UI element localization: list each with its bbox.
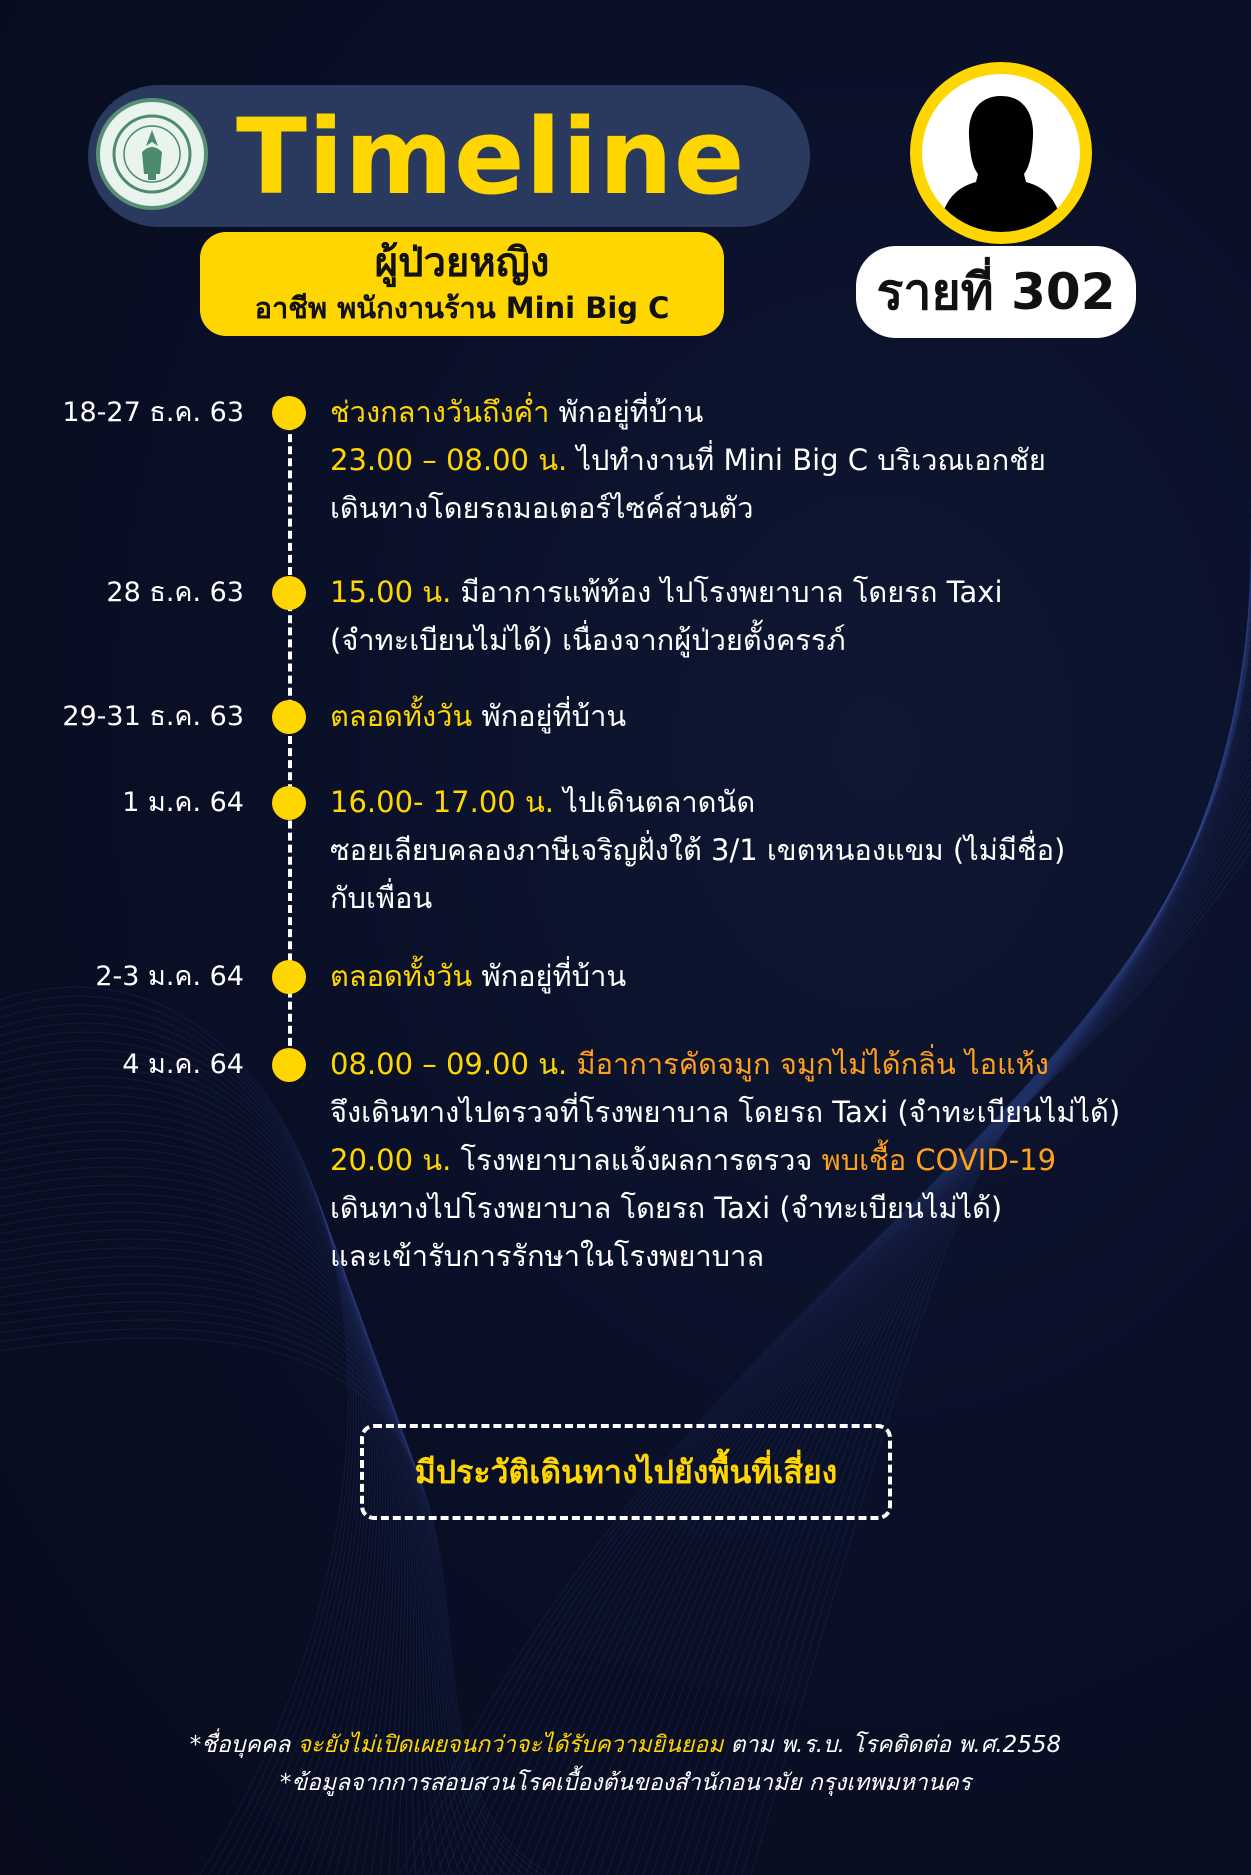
timeline-line-text (330, 568, 1210, 616)
timeline-line-text (330, 1232, 1210, 1280)
patient-info-box (200, 232, 724, 336)
timeline-dot (272, 786, 306, 820)
female-silhouette-icon (910, 62, 1092, 244)
timeline-body: และเข้ารับการรักษาในโรงพยาบาล (330, 1239, 765, 1273)
timeline-dot (272, 396, 306, 430)
timeline-highlight: ตลอดทั้งวัน (330, 959, 473, 993)
timeline-highlight: ช่วงกลางวันถึงค่ำ (330, 395, 550, 429)
timeline-alert: มีอาการคัดจมูก จมูกไม่ได้กลิ่น ไอแห้ง (567, 1047, 1049, 1081)
timeline-date: 29-31 ธ.ค. 63 (62, 701, 244, 732)
timeline-body: กับเพื่อน (330, 881, 433, 915)
bangkok-emblem-icon (96, 98, 208, 210)
timeline-date: 1 ม.ค. 64 (122, 787, 244, 818)
timeline-body: จึงเดินทางไปตรวจที่โรงพยาบาล โดยรถ Taxi (จำทะเบียนไม่ได้) (330, 1095, 1121, 1129)
timeline-body: ซอยเลียบคลองภาษีเจริญฝั่งใต้ 3/1 เขตหนองแขม (ไม่มีชื่อ) (330, 833, 1066, 867)
timeline-dot (272, 1048, 306, 1082)
timeline-line-text (330, 616, 1210, 664)
timeline-highlight: 23.00 – 08.00 น. (330, 443, 568, 477)
timeline-body: (จำทะเบียนไม่ได้) เนื่องจากผู้ป่วยตั้งครรภ์ (330, 623, 846, 657)
timeline-line-text (330, 874, 1210, 922)
timeline-entry-text (330, 692, 1210, 740)
timeline-line-text (330, 436, 1210, 484)
patient-gender: ผู้ป่วยหญิง (374, 240, 550, 286)
timeline-line-text (330, 1136, 1210, 1184)
timeline-entry-text (330, 952, 1210, 1000)
case-number-badge: รายที่ 302 (856, 246, 1136, 338)
timeline-line-text (330, 778, 1210, 826)
timeline-line-text (330, 952, 1210, 1000)
timeline-body: เดินทางไปโรงพยาบาล โดยรถ Taxi (จำทะเบียนไม่ได้) (330, 1191, 1003, 1225)
timeline-highlight: ตลอดทั้งวัน (330, 699, 473, 733)
timeline-body: พักอยู่ที่บ้าน (472, 959, 627, 993)
timeline-highlight: 15.00 น. (330, 575, 452, 609)
timeline-body: พักอยู่ที่บ้าน (472, 699, 627, 733)
timeline-highlight: 08.00 – 09.00 น. (330, 1047, 568, 1081)
timeline-entry-text (330, 388, 1210, 532)
timeline-entry-text (330, 778, 1210, 922)
timeline-body: มีอาการแพ้ท้อง ไปโรงพยาบาล โดยรถ Taxi (451, 575, 1003, 609)
timeline-body: เดินทางโดยรถมอเตอร์ไซค์ส่วนตัว (330, 491, 754, 525)
timeline-dot (272, 576, 306, 610)
timeline-entry-text (330, 1040, 1210, 1280)
risk-note-box: มีประวัติเดินทางไปยังพื้นที่เสี่ยง (360, 1424, 892, 1520)
timeline-dot (272, 700, 306, 734)
timeline-line-text (330, 388, 1210, 436)
footer-source: *ข้อมูลจากการสอบสวนโรคเบื้องต้นของสำนักอนามัย กรุงเทพมหานคร (279, 1770, 972, 1796)
timeline-body: ไปเดินตลาดนัด (554, 785, 756, 819)
footer-disclaimer: *ชื่อบุคคล จะยังไม่เปิดเผยจนกว่าจะได้รับความยินยอม ตาม พ.ร.บ. โรคติดต่อ พ.ศ.2558 (189, 1732, 1062, 1758)
timeline-date: 28 ธ.ค. 63 (106, 577, 244, 608)
timeline-body: ไปทำงานที่ Mini Big C บริเวณเอกชัย (567, 443, 1046, 477)
timeline-body: โรงพยาบาลแจ้งผลการตรวจ (451, 1143, 822, 1177)
timeline-highlight: 20.00 น. (330, 1143, 452, 1177)
timeline-line-text (330, 692, 1210, 740)
timeline-line-text (330, 826, 1210, 874)
timeline-line-text (330, 484, 1210, 532)
timeline-date: 18-27 ธ.ค. 63 (62, 397, 244, 428)
timeline-date: 2-3 ม.ค. 64 (95, 961, 244, 992)
timeline-entry-text (330, 568, 1210, 664)
patient-occupation: อาชีพ พนักงานร้าน Mini Big C (254, 291, 670, 325)
timeline-line-text (330, 1088, 1210, 1136)
timeline-highlight: 16.00- 17.00 น. (330, 785, 554, 819)
timeline-dot (272, 960, 306, 994)
page-title: Timeline (236, 96, 746, 218)
timeline-body: พักอยู่ที่บ้าน (549, 395, 704, 429)
timeline-line-text (330, 1184, 1210, 1232)
timeline-alert: พบเชื้อ COVID-19 (821, 1143, 1057, 1177)
timeline-line-text (330, 1040, 1210, 1088)
timeline-date: 4 ม.ค. 64 (122, 1049, 244, 1080)
